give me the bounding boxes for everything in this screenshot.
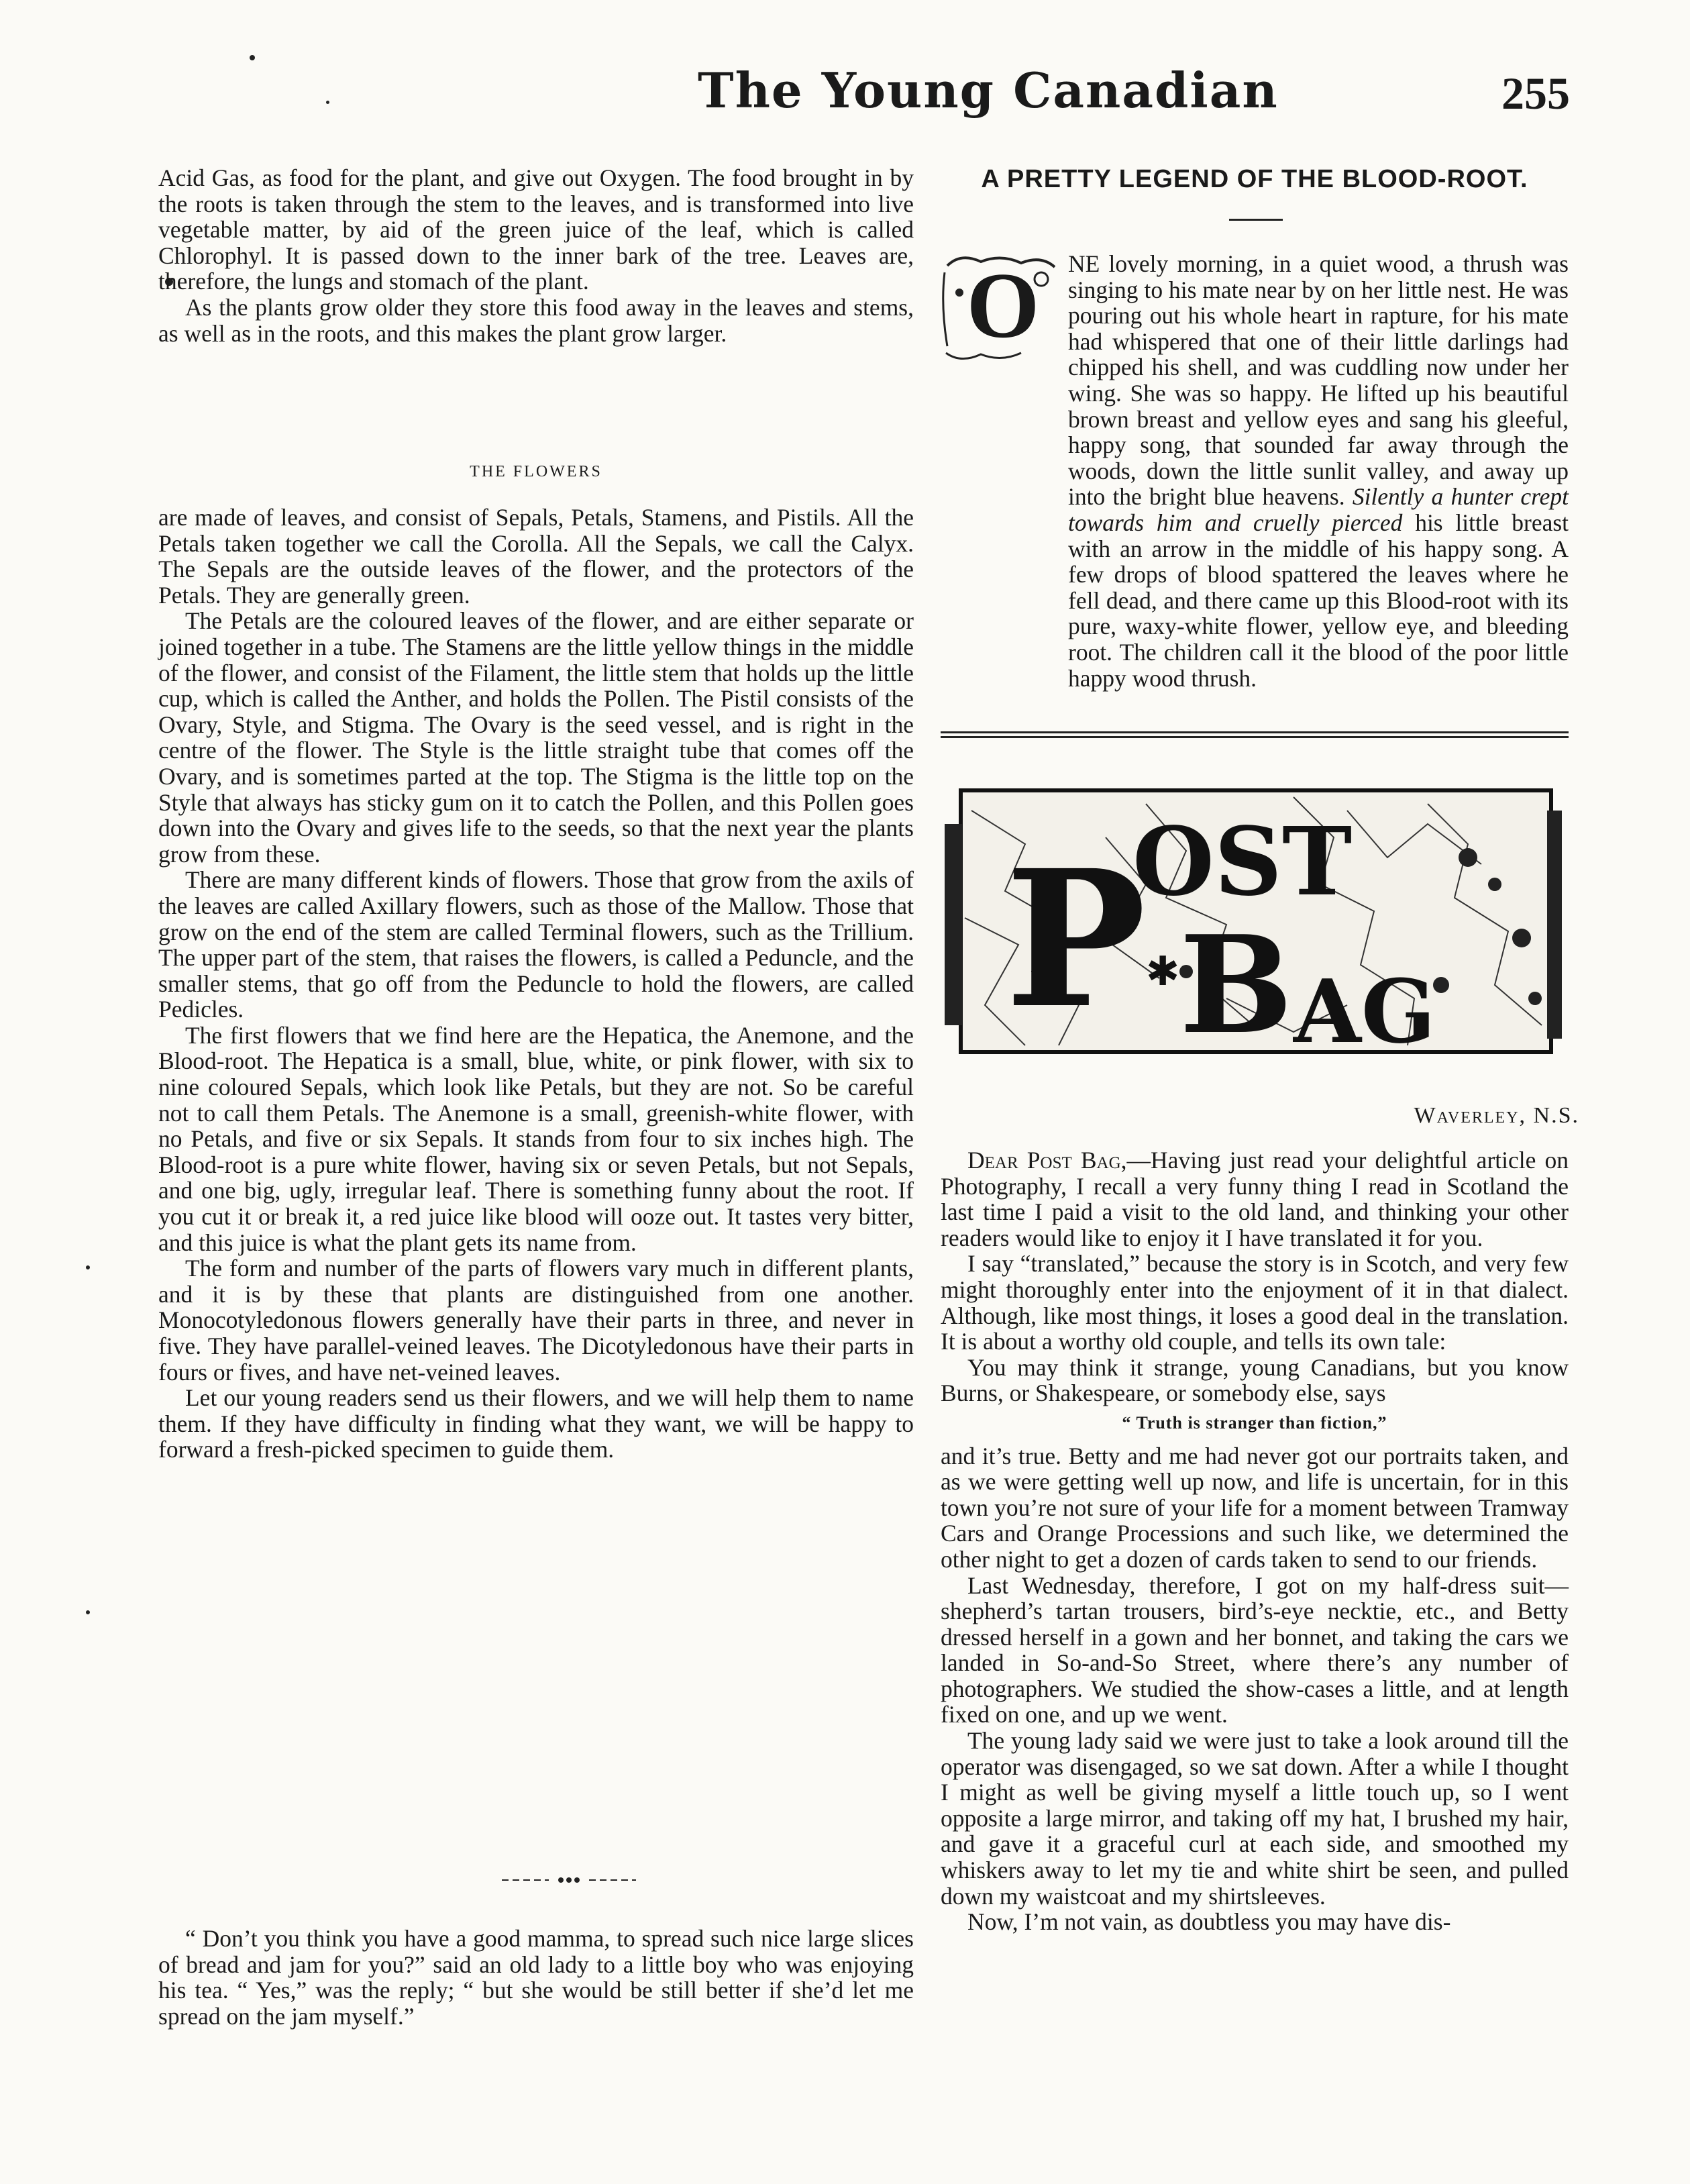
legend-ending: his little breast with an arrow in the middle of his happy song. A few drops of blood spattered the leaves where he fell dead, and there came up this Blood-root with its pure, waxy-white flower, yellow eye, and bleeding root. The children call it the blood of the poor little happy wood thrush. [1068,509,1569,692]
double-rule [941,731,1569,738]
page-number: 255 [1501,68,1570,119]
post-bag-banner [945,784,1565,1065]
anecdote [158,1926,914,2029]
legend-italic: Silently a hunter crept towards him and cruelly pierced [1068,483,1569,536]
drop-cap: O [966,254,1040,358]
banner-letter-p: P [1005,829,1147,1050]
dateline: Waverley, N.S. [1414,1103,1579,1128]
banner-ost: OST [1132,807,1353,917]
journal-title: The Young Canadian [698,62,1279,119]
paragraph: Let our young readers send us their flowers, and we will help them to name them. If they have difficulty in finding what they want, we will be happy to forward a fresh-picked specimen to guide them. [158,1384,914,1463]
paragraph: The first flowers that we find here are the Hepatica, the Anemone, and the Blood-root. The Hepatica is a small, blue, white, or pink flower, with six to nine coloured Sepals, which look like Petals, but they are not. So be careful not to call them Petals. The Anemone is a small, greenish-white flower, with no Petals, and five or six Sepals. It stands from four to six inches high. The Blood-root is a pure white flower, having six or seven Petals, but not Sepals, and one big, ugly, irregular leaf. There is something funny about the root. If you cut it or break it, a red juice like blood will ooze out. It tastes very bitter, and this juice is what the plant gets its name from. [158,1021,914,1256]
paragraph: You may think it strange, young Canadians, but you know Burns, or Shakespeare, or somebody else, says [941,1353,1569,1407]
paragraph: and it’s true. Betty and me had never got our portraits taken, and as we were getting well up now, and life is uncertain, for in this town you’re not sure of your life for a moment between Tramway Cars and Orange Processions and such like, we determined the other night to get a dozen of cards taken to send to our friends. [941,1442,1569,1573]
paragraph-start [1068,251,1569,691]
paragraph: As the plants grow older they store this food away in the leaves and stems, as well as in the roots, and this makes the plant grow larger. [158,293,914,347]
star-ornament: ✱ [1146,949,1180,994]
banner-ag: AG [1293,960,1436,1063]
ornamental-divider [502,1876,636,1884]
scan-speck [86,1610,90,1614]
paragraph: Last Wednesday, therefore, I got on my half-dress suit—shepherd’s tartan trousers, bird’s-eye necktie, etc., and Betty dressed herself in a gown and her bonnet, and taking the cars we landed in So-and-So Street, where there’s any number of photographers. We studied the show-cases a little, and at length fixed on one, and up we went. [941,1571,1569,1728]
quote: “ Truth is stranger than fiction,” [1122,1412,1387,1433]
paragraph: The young lady said we were just to take a look around till the operator was disengaged, so we sat down. After a while I thought I might as well be giving myself a little touch up, so I went opposite a large mirror, and taking off my hat, I brushed my hair, and gave it a graceful curl at each side, and smoothed my whiskers away to let my tie and white shirt be seen, and pulled down my waistcoat and my shirtsleeves. [941,1727,1569,1910]
paragraph: I say “translated,” because the story is in Scotch, and very few might thoroughly enter into the enjoyment of it in that dialect. Although, like most things, it loses a good deal in the translation. It is about a worthy old couple, and tells its own tale: [941,1250,1569,1355]
left-column-flowers [158,505,914,1463]
paragraph: are made of leaves, and consist of Sepals, Petals, Stamens, and Pistils. All the Petals taken together we call the Corolla. All the Sepals, we call the Calyx. The Sepals are the outside leaves of the flower, and the protectors of the Petals. They are generally green. [158,504,914,609]
scan-speck [250,55,255,60]
paragraph [941,1147,1569,1251]
legend-body [941,251,1569,691]
title-rule [1229,219,1283,221]
letter-opening: —Having just read your delightful article on Photography, I recall a very funny thing I read in Scotland the last time I paid a visit to the old land, and thinking your other readers would like to enjoy it I have translated it for you. [941,1147,1569,1251]
legend-opening: NE lovely morning, in a quiet wood, a thrush was singing to his mate near by on her little nest. He was pouring out his whole heart in rapture, for his mate had whispered that one of their little darlings had chipped his shell, and was cuddling now under her wing. She was so happy. He lifted up his beautiful brown breast and yellow eyes and sang his gleeful, happy song, that sounded far away through the woods, down the little sunlit valley, and away up into the bright blue heavens. [1068,250,1569,511]
letter-body [941,1147,1569,1935]
scan-speck [86,1265,90,1269]
paragraph: The form and number of the parts of flowers vary much in different plants, and it is by these that plants are distinguished from one another. Monocotyledonous flowers generally have their parts in three, and never in five. They have parallel-veined leaves. The Dicotyledonous have their parts in fours or fives, and have net-veined leaves. [158,1255,914,1386]
section-heading-flowers: THE FLOWERS [470,463,602,480]
banner-b: B [1179,906,1293,1064]
paragraph: “ Don’t you think you have a good mamma, to spread such nice large slices of bread and jam for you?” said an old lady to a little boy who was enjoying his tea. “ Yes,” was the reply; “ but she would be still better if she’d let me spread on the jam myself.” [158,1925,914,2030]
scan-speck [326,101,329,104]
left-column-top [158,165,914,346]
salutation: Dear Post Bag, [967,1147,1127,1174]
paragraph: Now, I’m not vain, as doubtless you may have dis- [967,1908,1451,1936]
legend-title: A PRETTY LEGEND OF THE BLOOD-ROOT. [981,165,1528,193]
paragraph: The Petals are the coloured leaves of the flower, and are either separate or joined together in a tube. The Stamens are the little yellow things in the middle of the flower, and consist of the Filament, the little stem that holds up the little cup, which is called the Anther, and holds the Pollen. The Pistil consists of the Ovary, Style, and Stigma. The Ovary is the seed vessel, and is right in the centre of the flower. The Style is the little straight tube that comes off the Ovary, and is sometimes parted at the top. The Stigma is the little top on the Style that always has sticky gum on it to catch the Pollen, and this Pollen goes down into the Ovary and gives life to the seeds, so that the next year the plants grow from these. [158,607,914,868]
paragraph: There are many different kinds of flowers. Those that grow from the axils of the leaves are called Axillary flowers, such as those of the Mallow. Those that grow on the end of the stem are called Terminal flowers, such as the Trillium. The upper part of the stem, that raises the flowers, is called a Peduncle, and the smaller stems, that go off from the Peduncle to hold the flowers, are called Pedicles. [158,866,914,1023]
paragraph: Acid Gas, as food for the plant, and give out Oxygen. The food brought in by the roots is taken through the stem to the leaves, and is transformed into live vegetable matter, by aid of the green juice of the leaf, which is called Chlorophyl. It is passed down to the inner bark of the tree. Leaves are, therefore, the lungs and stomach of the plant. [158,164,914,295]
